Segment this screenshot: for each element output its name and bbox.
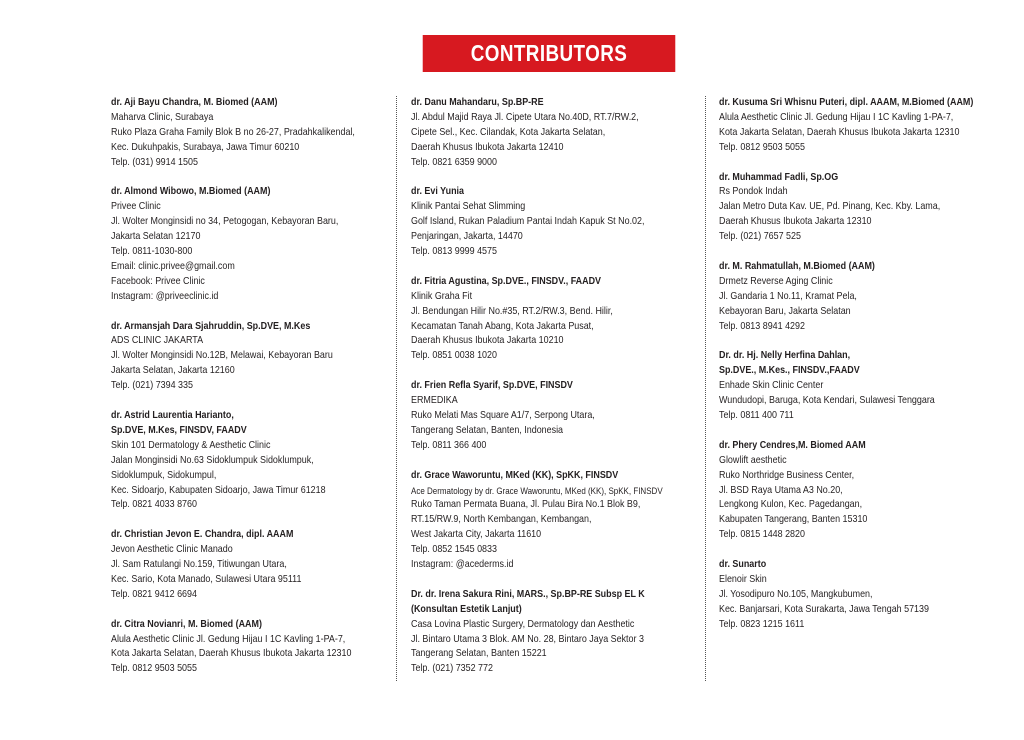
contributor-entry [111, 185, 393, 304]
contributors-column-2 [411, 96, 706, 681]
contributor-detail: Ruko Melati Mas Square A1/7, Serpong Utara, [411, 409, 595, 421]
contributor-detail: Telp. 0812 9503 5055 [719, 141, 805, 153]
contributor-detail: Telp. 0852 1545 0833 [411, 544, 497, 556]
contributor-detail: Jl. Wolter Monginsidi no 34, Petogogan, Kebayoran Baru, [111, 216, 339, 228]
contributor-detail: Jl. Gandaria 1 No.11, Kramat Pela, [719, 290, 857, 302]
contributor-detail: Ruko Taman Permata Buana, Jl. Pulau Bira No.1 Blok B9, [411, 499, 641, 511]
contributor-detail: Elenoir Skin [719, 573, 767, 585]
contributor-detail: Telp. (021) 7352 772 [411, 663, 493, 675]
contributor-detail: Jl. Bendungan Hilir No.#35, RT.2/RW.3, Bend. Hilir, [411, 305, 613, 317]
contributor-detail: Kota Jakarta Selatan, Daerah Khusus Ibukota Jakarta 12310 [719, 126, 960, 138]
contributor-detail: Telp. 0813 8941 4292 [719, 320, 805, 332]
contributor-name: dr. Frien Refla Syarif, Sp.DVE, FINSDV [411, 380, 573, 392]
contributor-entry [411, 96, 706, 171]
contributor-detail: ERMEDIKA [411, 395, 458, 407]
contributor-detail: Privee Clinic [111, 201, 161, 213]
contributor-name: dr. Christian Jevon E. Chandra, dipl. AAAM [111, 529, 294, 541]
contributor-detail: Rs Pondok Indah [719, 186, 788, 198]
contributor-name: dr. Phery Cendres,M. Biomed AAM [719, 439, 866, 451]
contributor-detail: Jevon Aesthetic Clinic Manado [111, 544, 233, 556]
contributor-detail: Daerah Khusus Ibukota Jakarta 12410 [411, 141, 564, 153]
contributor-entry [719, 260, 1019, 335]
contributor-detail: Jl. BSD Raya Utama A3 No.20, [719, 484, 843, 496]
contributor-name: dr. Almond Wibowo, M.Biomed (AAM) [111, 186, 271, 198]
contributor-entry [111, 618, 393, 678]
contributor-detail: Penjaringan, Jakarta, 14470 [411, 231, 523, 243]
contributor-detail: Kec. Sario, Kota Manado, Sulawesi Utara 95111 [111, 573, 302, 585]
contributor-name: Sp.DVE, M.Kes, FINSDV, FAADV [111, 424, 247, 436]
contributor-detail: Enhade Skin Clinic Center [719, 380, 824, 392]
contributor-detail: Kec. Banjarsari, Kota Surakarta, Jawa Tengah 57139 [719, 603, 929, 615]
contributor-name: dr. Danu Mahandaru, Sp.BP-RE [411, 97, 544, 108]
contributor-detail: Jl. Sam Ratulangi No.159, Titiwungan Utara, [111, 559, 287, 571]
contributor-entry [411, 275, 706, 364]
contributor-detail: Telp. (031) 9914 1505 [111, 156, 198, 168]
contributor-name: dr. Evi Yunia [411, 186, 464, 198]
contributor-detail: Drmetz Reverse Aging Clinic [719, 275, 833, 287]
contributor-name: Dr. dr. Irena Sakura Rini, MARS., Sp.BP-RE Subsp EL K [411, 588, 645, 600]
contributor-detail: West Jakarta City, Jakarta 11610 [411, 529, 542, 541]
contributor-detail: Jl. Wolter Monginsidi No.12B, Melawai, Kebayoran Baru [111, 350, 333, 362]
contributor-name: Dr. dr. Hj. Nelly Herfina Dahlan, [719, 350, 851, 362]
contributor-detail: Kebayoran Baru, Jakarta Selatan [719, 305, 851, 317]
contributor-entry [719, 439, 1019, 543]
column-divider [396, 96, 397, 681]
contributor-detail: Wundudopi, Baruga, Kota Kendari, Sulawesi Tenggara [719, 395, 935, 407]
contributor-detail: Telp. 0821 4033 8760 [111, 499, 197, 511]
contributor-detail: Kecamatan Tanah Abang, Kota Jakarta Pusat, [411, 320, 594, 332]
contributors-column-3 [719, 96, 1019, 681]
contributor-detail: Daerah Khusus Ibukota Jakarta 12310 [719, 216, 872, 228]
contributor-detail: Email: clinic.privee@gmail.com [111, 260, 235, 272]
contributor-detail: Jl. Bintaro Utama 3 Blok. AM No. 28, Bintaro Jaya Sektor 3 [411, 633, 644, 645]
contributor-detail: ADS CLINIC JAKARTA [111, 335, 204, 347]
contributor-entry [719, 171, 1019, 246]
contributor-detail: Telp. 0815 1448 2820 [719, 529, 805, 541]
contributor-detail: Golf Island, Rukan Paladium Pantai Indah Kapuk St No.02, [411, 216, 645, 228]
contributor-detail: Jakarta Selatan, Jakarta 12160 [111, 365, 235, 377]
contributor-detail: Ruko Northridge Business Center, [719, 469, 855, 481]
contributor-detail: Kec. Dukuhpakis, Surabaya, Jawa Timur 60210 [111, 141, 300, 153]
contributor-name: dr. Aji Bayu Chandra, M. Biomed (AAM) [111, 97, 278, 108]
contributor-detail: Telp. 0812 9503 5055 [111, 663, 197, 675]
contributor-detail: Ace Dermatology by dr. Grace Waworuntu, MKed (KK), SpKK, FINSDV [411, 485, 663, 496]
contributor-entry [411, 469, 706, 573]
contributor-detail: Klinik Pantai Sehat Slimming [411, 201, 526, 213]
contributor-name: dr. Kusuma Sri Whisnu Puteri, dipl. AAAM, M.Biomed (AAM) [719, 97, 974, 108]
contributor-detail: Daerah Khusus Ibukota Jakarta 10210 [411, 335, 564, 347]
contributor-detail: Telp. 0821 6359 9000 [411, 156, 497, 168]
contributor-detail: Jakarta Selatan 12170 [111, 231, 201, 243]
contributor-detail: Instagram: @priveeclinic.id [111, 290, 219, 302]
contributor-detail: Facebook: Privee Clinic [111, 275, 205, 287]
contributor-entry [719, 96, 1019, 156]
contributor-detail: Telp. 0811 400 711 [719, 409, 794, 421]
contributor-detail: Telp. 0811-1030-800 [111, 246, 193, 258]
contributor-name: dr. Sunarto [719, 559, 767, 571]
contributor-detail: Sidoklumpuk, Sidokumpul, [111, 469, 217, 481]
contributor-detail: Telp. 0811 366 400 [411, 439, 487, 451]
contributor-name: Sp.DVE., M.Kes., FINSDV.,FAADV [719, 365, 860, 377]
contributor-detail: Lengkong Kulon, Kec. Pagedangan, [719, 499, 863, 511]
contributor-name: dr. Astrid Laurentia Harianto, [111, 409, 234, 421]
contributor-detail: Maharva Clinic, Surabaya [111, 111, 214, 123]
contributor-detail: Casa Lovina Plastic Surgery, Dermatology dan Aesthetic [411, 618, 635, 630]
contributor-name: dr. Muhammad Fadli, Sp.OG [719, 171, 839, 183]
contributor-name: dr. M. Rahmatullah, M.Biomed (AAM) [719, 260, 875, 272]
contributor-entry [111, 409, 393, 513]
contributor-name: (Konsultan Estetik Lanjut) [411, 603, 522, 615]
contributor-detail: Alula Aesthetic Clinic Jl. Gedung Hijau I 1C Kavling 1-PA-7, [111, 633, 346, 645]
contributor-detail: Tangerang Selatan, Banten 15221 [411, 648, 547, 660]
contributor-detail: Jl. Yosodipuro No.105, Mangkubumen, [719, 588, 873, 600]
contributor-detail: Alula Aesthetic Clinic Jl. Gedung Hijau I 1C Kavling 1-PA-7, [719, 111, 954, 123]
contributor-detail: Klinik Graha Fit [411, 290, 473, 302]
contributor-detail: Jalan Metro Duta Kav. UE, Pd. Pinang, Kec. Kby. Lama, [719, 201, 941, 213]
contributor-detail: Jalan Monginsidi No.63 Sidoklumpuk Sidoklumpuk, [111, 454, 314, 466]
contributor-entry [719, 558, 1019, 633]
contributor-detail: Jl. Abdul Majid Raya Jl. Cipete Utara No.40D, RT.7/RW.2, [411, 111, 639, 123]
contributor-entry [111, 96, 393, 171]
contributor-entry [411, 588, 706, 677]
contributor-entry [411, 379, 706, 454]
contributor-entry [411, 185, 706, 260]
contributor-detail: Telp. (021) 7394 335 [111, 380, 193, 392]
contributor-detail: Cipete Sel., Kec. Cilandak, Kota Jakarta Selatan, [411, 126, 606, 138]
contributor-detail: Kec. Sidoarjo, Kabupaten Sidoarjo, Jawa Timur 61218 [111, 484, 326, 496]
contributor-entry [719, 349, 1019, 424]
contributor-detail: Kota Jakarta Selatan, Daerah Khusus Ibukota Jakarta 12310 [111, 648, 352, 660]
contributor-detail: Glowlift aesthetic [719, 454, 787, 466]
contributor-detail: Telp. 0821 9412 6694 [111, 588, 197, 600]
contributor-detail: Telp. 0851 0038 1020 [411, 350, 497, 362]
contributors-column-1 [111, 96, 393, 681]
contributor-detail: Skin 101 Dermatology & Aesthetic Clinic [111, 439, 271, 451]
contributor-name: dr. Fitria Agustina, Sp.DVE., FINSDV., FAADV [411, 275, 602, 287]
contributor-name: dr. Citra Novianri, M. Biomed (AAM) [111, 618, 262, 630]
contributor-detail: Telp. (021) 7657 525 [719, 231, 801, 243]
contributor-detail: Ruko Plaza Graha Family Blok B no 26-27, Pradahkalikendal, [111, 126, 355, 138]
contributor-detail: RT.15/RW.9, North Kembangan, Kembangan, [411, 514, 592, 526]
contributor-entry [111, 320, 393, 395]
contributor-detail: Telp. 0813 9999 4575 [411, 246, 497, 258]
contributor-detail: Kabupaten Tangerang, Banten 15310 [719, 514, 868, 526]
contributor-detail: Instagram: @acederms.id [411, 559, 514, 571]
contributor-entry [111, 528, 393, 603]
page-title: CONTRIBUTORS [423, 35, 676, 72]
contributor-name: dr. Grace Waworuntu, MKed (KK), SpKK, FINSDV [411, 469, 619, 481]
contributor-detail: Tangerang Selatan, Banten, Indonesia [411, 424, 564, 436]
contributor-name: dr. Armansjah Dara Sjahruddin, Sp.DVE, M.Kes [111, 320, 311, 332]
contributor-detail: Telp. 0823 1215 1611 [719, 618, 805, 630]
